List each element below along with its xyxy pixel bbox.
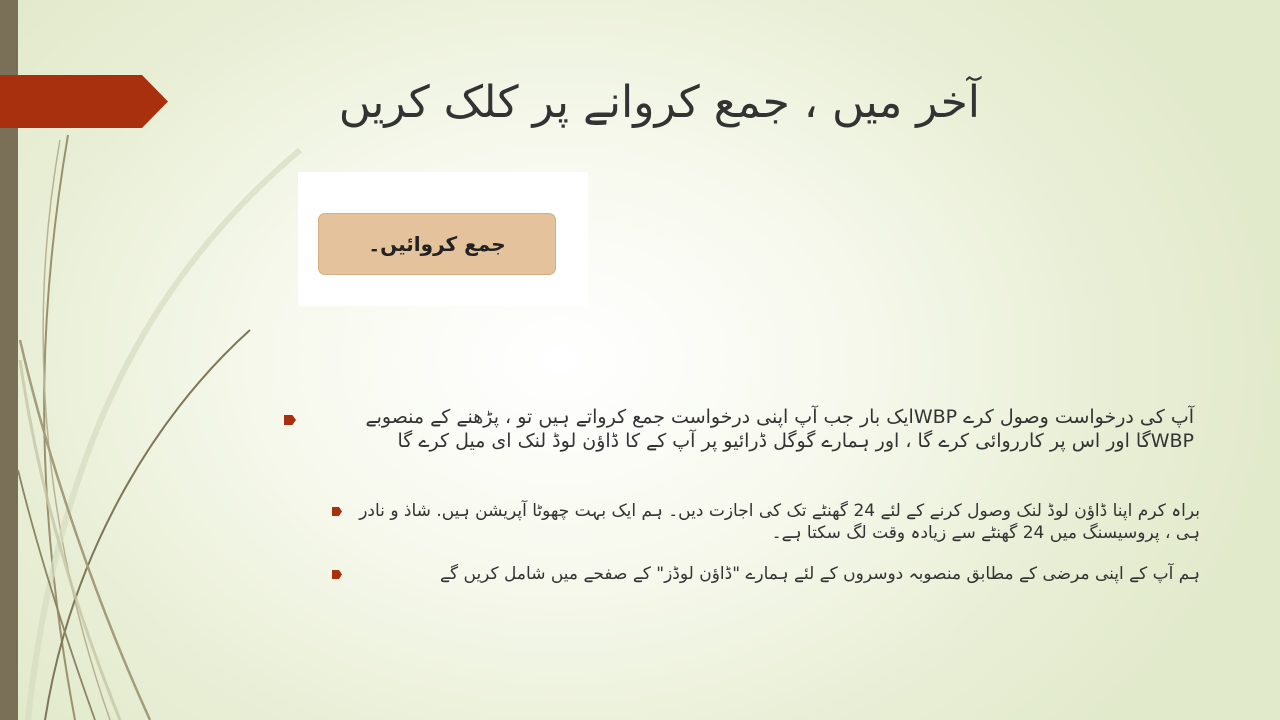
submit-button[interactable]: جمع کروائیں۔ xyxy=(318,213,556,275)
bullet-arrow-icon xyxy=(332,507,342,516)
sub-bullet-text: ہم آپ کے اپنی مرضی کے مطابق منصوبہ دوسروں کے لئے ہمارے "ڈاؤن لوڈز" کے صفحے میں شامل کریں گے xyxy=(440,564,1200,584)
bullet-text: آپ کی درخواست وصول کرے WBPایک بار جب آپ اپنی درخواست جمع کرواتے ہیں تو ، پڑھنے کے منصوبے WBPگا اور اس پر کارروائی کرے گا ، اور ہمارے گوگل ڈرائیو پر آپ کے کا ڈاؤن لوڈ لنک ای میل کرے گا xyxy=(365,406,1194,452)
title-ribbon-arrow xyxy=(0,75,168,128)
slide-title: آخر میں ، جمع کروانے پر کلک کریں xyxy=(338,77,980,128)
sub-bullet-text: براہ کرم اپنا ڈاؤن لوڈ لنک وصول کرنے کے لئے 24 گھنٹے تک کی اجازت دیں۔ ہم ایک بہت چھوٹا آپریشن ہیں. شاذ و نادر ہی ، پروسیسنگ میں 24 گھنٹے سے زیادہ وقت لگ سکتا ہے۔ xyxy=(359,501,1200,543)
bullet-arrow-icon xyxy=(284,415,296,425)
button-screenshot-card xyxy=(298,172,588,306)
bullet-arrow-icon xyxy=(332,570,342,579)
